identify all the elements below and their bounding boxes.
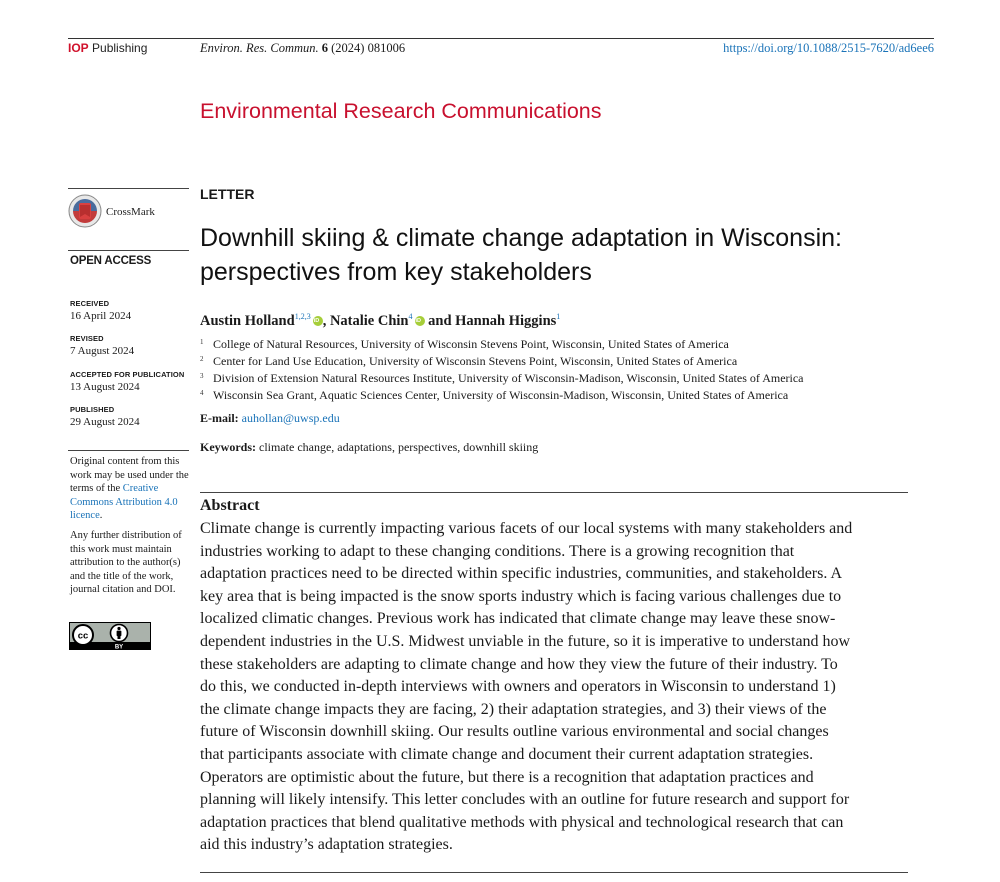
author-name[interactable]: Austin Holland (200, 313, 295, 329)
abstract-line: aid this industry’s adaptation strategies. (200, 836, 453, 854)
author-name[interactable]: Hannah Higgins (455, 313, 557, 329)
license-link[interactable]: Creative Commons Attribution 4.0 licence (70, 483, 178, 521)
title-line-1: Downhill skiing & climate change adaptation in Wisconsin: (200, 224, 842, 252)
attribution-statement: Any further distribution of this work must maintain attribution to the author(s) and the title of the work, journal citation and DOI. (70, 530, 182, 595)
author-sep: and (424, 313, 456, 329)
article-type: LETTER (200, 186, 255, 202)
publisher-logo[interactable] (68, 41, 147, 55)
keywords-label: Keywords: (200, 440, 256, 454)
publisher-name: Publishing (92, 41, 148, 55)
abstract-line: adaptation practices need to be directed within specific industries, communities, and stakeholders. A (200, 565, 843, 583)
affiliation-number: 2 (200, 355, 204, 363)
affiliation (200, 354, 737, 369)
license-text-end: . (99, 510, 103, 521)
volume: 6 (321, 41, 328, 55)
cc-text: cc (77, 630, 89, 642)
author-sep: , (322, 313, 330, 329)
accepted-date: 13 August 2024 (70, 381, 140, 393)
crossmark-icon (68, 194, 102, 228)
orcid-icon[interactable] (313, 316, 323, 326)
author-aff[interactable]: 4 (408, 312, 413, 321)
doi-link[interactable]: https://doi.org/10.1088/2515-7620/ad6ee6 (723, 41, 934, 55)
license-statement (70, 455, 192, 523)
article-title (200, 221, 900, 289)
abstract-line: Climate change is currently impacting various facets of our local systems with many stakeholders and (200, 520, 853, 537)
author-aff[interactable]: 1 (556, 312, 561, 321)
author-name[interactable]: Natalie Chin (329, 313, 409, 329)
abstract-line: do this, we conducted in-depth interviews with owners and operators in Wisconsin to understand 1) (200, 678, 836, 696)
abstract-heading: Abstract (200, 497, 260, 514)
abstract-line: key area that is being impacted is the snow sports industry which is facing various challenges due to (200, 587, 842, 605)
citation-rest: (2024) 081006 (331, 41, 406, 55)
abstract-line: planning will likely intensify. This letter concludes with an outline for future research and support for (200, 791, 850, 809)
email-label: E-mail: (200, 411, 239, 425)
email-link[interactable]: auhollan@uwsp.edu (241, 411, 340, 425)
affiliation-text: Division of Extension Natural Resources Institute, University of Wisconsin-Madison, Wisconsin, United States of America (213, 371, 804, 385)
abstract-line: the climate change impacts they are facing, 2) their adaptation strategies, and 3) their views of the (200, 700, 827, 718)
received-label: RECEIVED (70, 299, 110, 308)
affiliation-number: 4 (200, 389, 204, 397)
abstract-line: adaptation practices that blend qualitative methods with physical and technological research that can (200, 813, 844, 831)
keywords-text: climate change, adaptations, perspectives, downhill skiing (259, 440, 539, 454)
publisher-mark: IOP (68, 41, 89, 55)
revised-date: 7 August 2024 (70, 345, 135, 357)
cc-by-badge-icon[interactable] (69, 622, 151, 650)
crossmark-label: CrossMark (106, 206, 155, 218)
abstract-rule-top (200, 492, 908, 493)
affiliation-number: 1 (200, 338, 204, 346)
open-access-label: OPEN ACCESS (70, 255, 152, 267)
abstract-line: dependent industries in the U.S. Midwest unviable in the future, so it is imperative to understand how (200, 632, 851, 650)
abstract-body (200, 518, 920, 857)
abstract-line: these stakeholders are adapting to climate change and how they view the future of their industry. To (200, 655, 838, 673)
accepted-label: ACCEPTED FOR PUBLICATION (70, 370, 185, 379)
affiliation (200, 337, 729, 352)
sidebar-rule-mid (68, 250, 189, 251)
author-list (200, 312, 560, 330)
affiliation-text: Center for Land Use Education, University of Wisconsin Stevens Point, Wisconsin, United States of America (213, 354, 738, 368)
journal-title[interactable]: Environmental Research Communications (200, 99, 602, 123)
keywords-line (200, 440, 538, 455)
journal-abbrev: Environ. Res. Commun. (200, 41, 319, 55)
sidebar-rule-top (68, 188, 189, 189)
sidebar-rule-license (68, 450, 189, 451)
abstract-line: future of Wisconsin downhill skiing. Our results outline various environmental and social changes (200, 723, 829, 741)
citation (200, 41, 405, 56)
by-text: BY (114, 644, 124, 650)
abstract-line: industries working to adapt to these changing conditions. There is a growing recognition that (200, 542, 795, 560)
abstract-line: that participants associate with climate change and document their current adaptation strategies. (200, 745, 814, 763)
affiliation-text: Wisconsin Sea Grant, Aquatic Sciences Center, University of Wisconsin-Madison, Wisconsin, United States of America (213, 388, 789, 402)
author-aff[interactable]: 1,2,3 (294, 312, 311, 321)
published-date: 29 August 2024 (70, 416, 140, 428)
license-text: Original content from this work may be used under the terms of the (70, 456, 189, 494)
affiliation (200, 388, 788, 403)
revised-label: REVISED (70, 334, 104, 343)
affiliation-number: 3 (200, 372, 204, 380)
abstract-line: localized climatic changes. Previous work has indicated that climate change may leave these snow- (200, 610, 836, 628)
abstract-rule-bottom (200, 872, 908, 873)
orcid-icon[interactable] (415, 316, 425, 326)
affiliation-text: College of Natural Resources, University of Wisconsin Stevens Point, Wisconsin, United States of America (213, 337, 729, 351)
published-label: PUBLISHED (70, 405, 115, 414)
header-rule (68, 38, 934, 39)
abstract-line: Operators are optimistic about the future, but there is a recognition that adaptation practices and (200, 768, 814, 786)
affiliation (200, 371, 804, 386)
title-line-2: perspectives from key stakeholders (200, 258, 592, 286)
received-date: 16 April 2024 (70, 310, 132, 322)
email-line (200, 411, 340, 426)
